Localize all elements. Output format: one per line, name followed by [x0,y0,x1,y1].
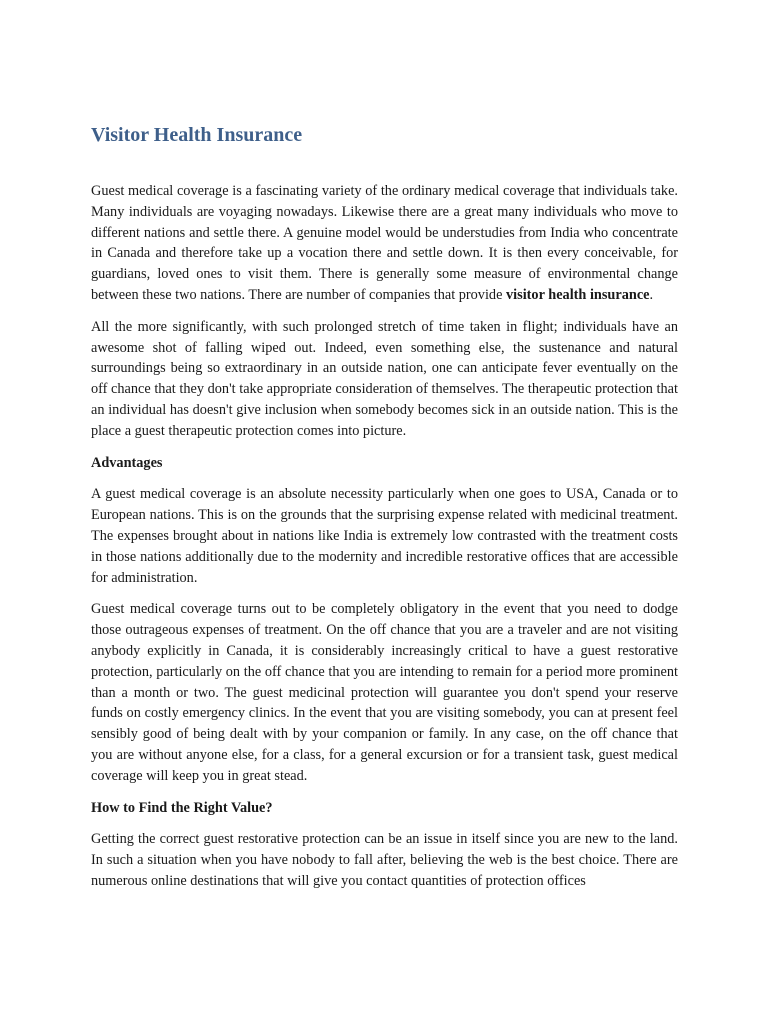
paragraph-intro-text: Guest medical coverage is a fascinating variety of the ordinary medical coverage that individuals take. Many individuals are voyaging nowadays. Likewise there are a great many individuals who move to different nations and settle there. A genuine model would be understudies from India who concentrate in Canada and therefore take up a vocation there and settle down. It is then every conceivable, for guardians, loved ones to visit them. There is generally some measure of environmental change between these two nations. There are number of companies that provide [91,183,678,303]
document-title: Visitor Health Insurance [91,124,303,146]
paragraph-flight: All the more significantly, with such prolonged stretch of time taken in flight; individuals have an awesome shot of falling wiped out. Indeed, even something else, the sustenance and natural surroundings being so extraordinary in an outside nation, one can anticipate fever eventually on the off chance that they don't take appropriate consideration of themselves. The therapeutic protection that an individual has doesn't give inclusion when somebody becomes sick in an outside nation. This is the place a guest therapeutic protection comes into picture. [91,318,678,439]
paragraph-obligatory: Guest medical coverage turns out to be completely obligatory in the event that you need to dodge those outrageous expenses of treatment. On the off chance that you are a traveler and are not visiting anybody explicitly in Canada, it is considerably increasingly critical to have a guest restorative protection, particularly on the off chance that you are intending to remain for a period more prominent than a month or two. The guest medicinal protection will guarantee you don't spend your reserve funds on costly emergency clinics. In the event that you are visiting somebody, you can at present feel sensibly good of being dealt with by your companion or family. In any case, on the off chance that you are without anyone else, for a class, for a general excursion or for a transient task, guest medical coverage will keep you in great stead. [91,601,678,784]
paragraph-intro-end: . [649,286,654,303]
paragraph-advantages: A guest medical coverage is an absolute necessity particularly when one goes to USA, Canada or to European nations. This is on the grounds that the surprising expense related with medicinal treatment. The expenses brought about in nations like India is extremely low contrasted with the treatment costs in those nations additionally due to the modernity and incredible restorative offices that are accessible for administration. [91,486,678,586]
document-body [91,181,678,903]
bold-keyword: visitor health insurance [506,286,650,303]
heading-right-value: How to Find the Right Value? [91,799,273,816]
paragraph-right-value: Getting the correct guest restorative protection can be an issue in itself since you are new to the land. In such a situation when you have nobody to fall after, believing the web is the best choice. There are numerous online destinations that will give you contact quantities of protection offices [91,831,678,889]
heading-advantages: Advantages [91,454,163,471]
paragraph-intro [91,181,678,306]
